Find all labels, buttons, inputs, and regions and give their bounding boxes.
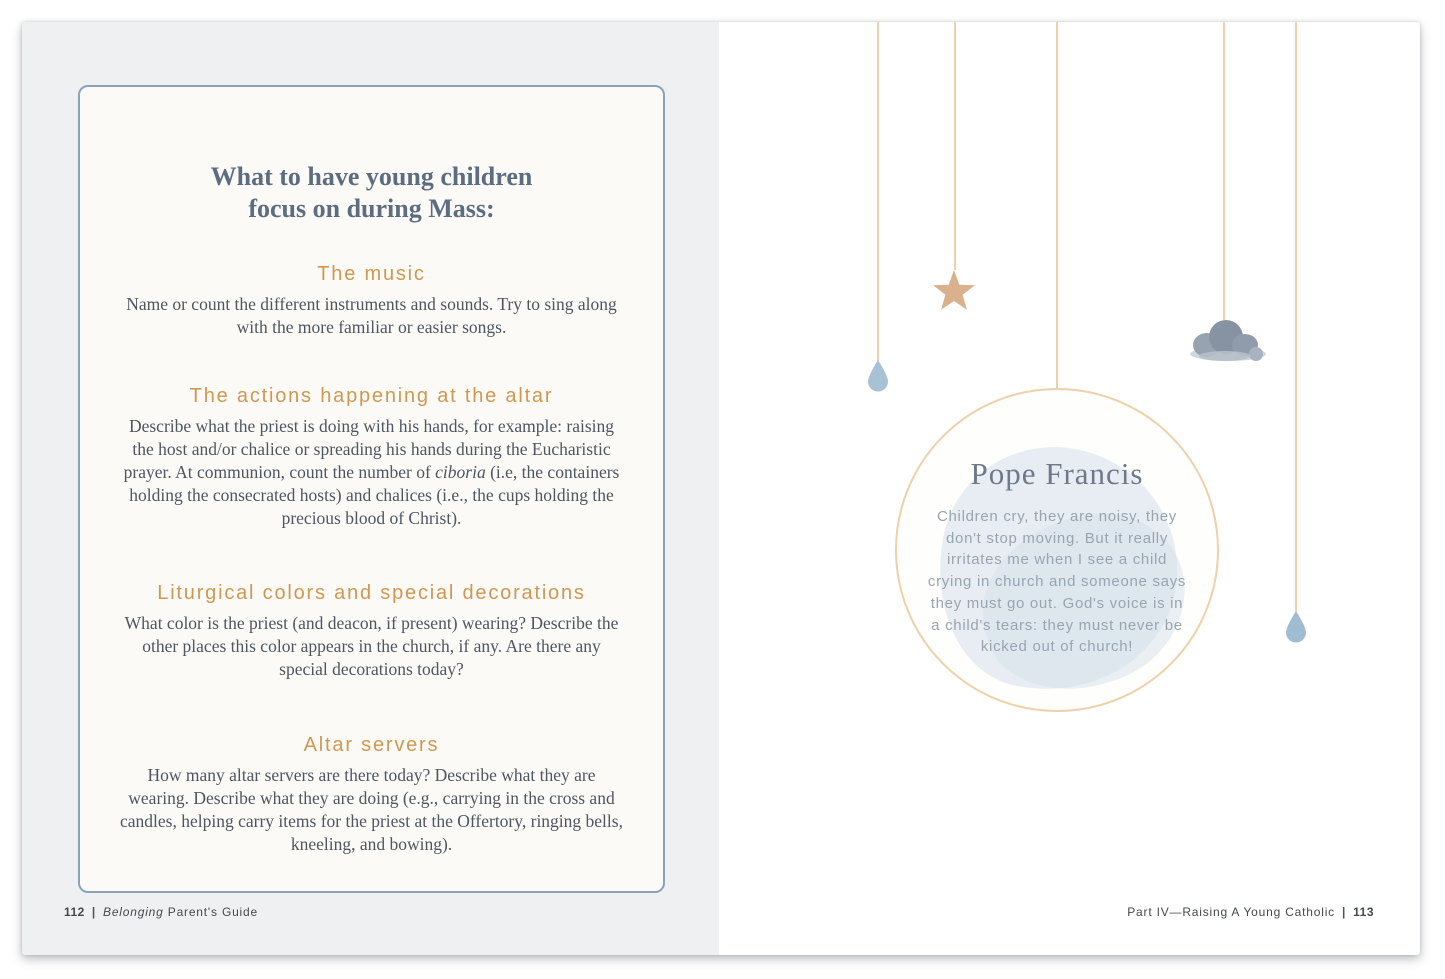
section-altar-servers	[80, 734, 663, 856]
part-title: Part IV—Raising A Young Catholic	[1127, 905, 1335, 919]
panel-title	[142, 161, 602, 225]
left-page	[22, 22, 719, 955]
hanging-string	[1295, 22, 1297, 612]
section-liturgical-colors-body: What color is the priest (and deacon, if present) wearing? Describe the other places this color appears in the church, if any. Are there any special decorations today?	[124, 613, 619, 679]
left-page-footer	[64, 905, 258, 919]
raindrop-icon	[1285, 611, 1307, 648]
section-music	[80, 263, 663, 339]
left-page-number: 112	[64, 905, 85, 919]
star-icon	[932, 268, 976, 317]
right-page-number: 113	[1353, 905, 1374, 919]
section-altar-servers-heading: Altar servers	[303, 734, 440, 756]
quote-content	[897, 456, 1217, 658]
section-altar-actions-body	[119, 415, 624, 530]
right-page-footer	[1127, 905, 1374, 919]
body-text-italic: ciboria	[435, 462, 486, 482]
section-altar-actions	[80, 385, 663, 530]
book-title: Belonging	[103, 905, 164, 919]
right-page	[719, 22, 1420, 955]
section-altar-actions-heading: The actions happening at the altar	[189, 385, 554, 407]
section-music-heading: The music	[317, 263, 426, 285]
footer-separator: |	[91, 905, 97, 919]
hanging-string	[954, 22, 956, 270]
hanging-string	[1223, 22, 1225, 320]
panel-title-line1: What to have young children	[210, 162, 533, 191]
focus-guide-panel	[78, 85, 665, 893]
cloud-icon	[1185, 316, 1269, 371]
hanging-string	[1056, 22, 1058, 388]
footer-separator: |	[1341, 905, 1347, 919]
section-liturgical-colors	[80, 582, 663, 681]
section-liturgical-colors-heading: Liturgical colors and special decorations	[157, 582, 586, 604]
hanging-string	[877, 22, 879, 361]
panel-title-line2: focus on during Mass:	[248, 194, 495, 223]
book-subtitle: Parent's Guide	[163, 905, 258, 919]
section-music-body: Name or count the different instruments and sounds. Try to sing along with the more familiar or easier songs.	[126, 294, 617, 337]
book-spread	[22, 22, 1420, 955]
quote-text: Children cry, they are noisy, they don't stop moving. But it really irritates me when I see a child crying in church and someone says they must go out. God's voice is in a child's tears: they must never be kicked out of church!	[927, 508, 1187, 656]
raindrop-icon	[867, 360, 889, 397]
quote-circle	[895, 388, 1219, 712]
body-text-after: (i.e, the containers holding the consecrated hosts) and chalices (i.e., the cups holding the precious blood of Christ).	[129, 462, 620, 528]
section-altar-servers-body: How many altar servers are there today? Describe what they are wearing. Describe what they are doing (e.g., carrying in the cross and candles, helping carry items for the priest at the Offertory, ringing bells, kneeling, and bowing).	[120, 765, 623, 854]
quote-attribution: Pope Francis	[970, 456, 1144, 491]
body-text-before: Describe what the priest is doing with his hands, for example: raising the host and/or chalice or spreading his hands during the Eucharistic prayer. At communion, count the number of	[123, 416, 615, 482]
